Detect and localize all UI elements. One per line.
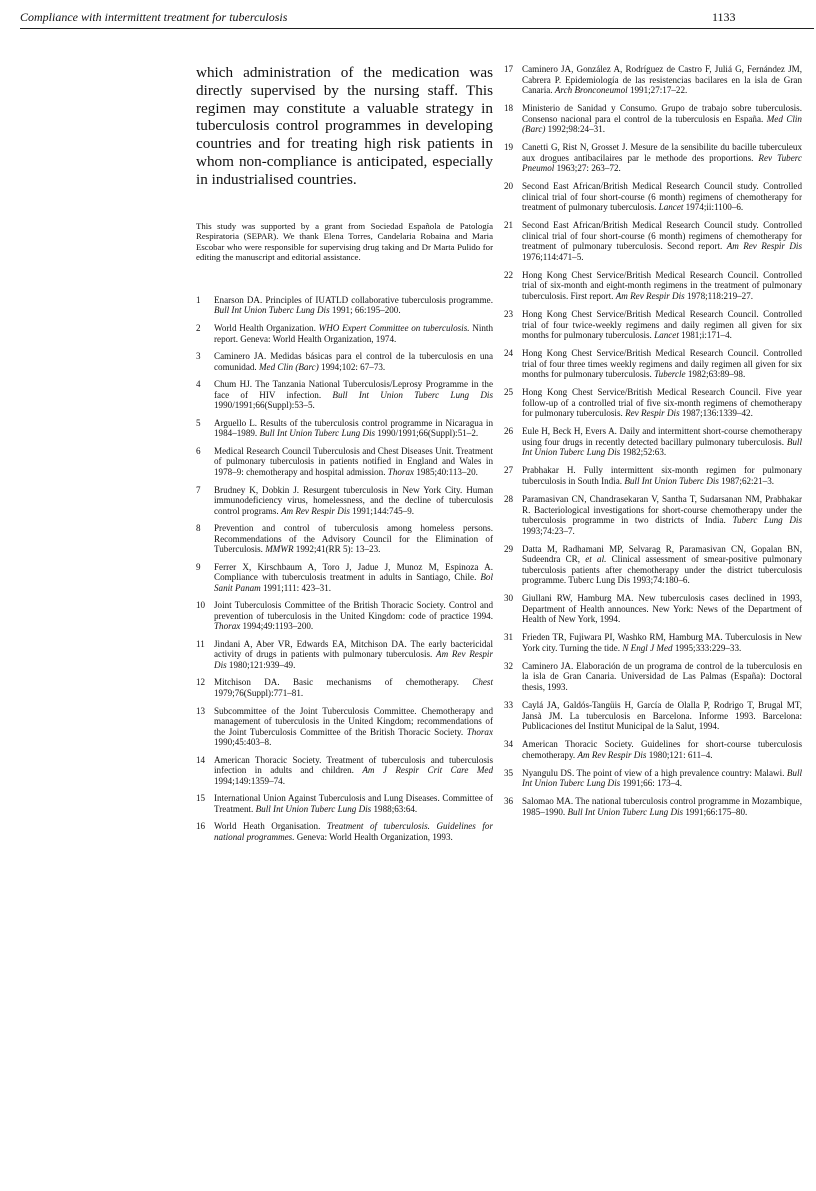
reference-item — [196, 485, 493, 517]
reference-text: Frieden TR, Fujiwara PI, Washko RM, Hamburg MA. Tuberculosis in New York city. Turning the tide. — [522, 632, 802, 653]
reference-number: 27 — [504, 465, 514, 476]
reference-text: Second East African/British Medical Research Council study. Controlled clinical trial of four short-course (6 month) regimens of chemotherapy for treatment of pulmonary tuberculosis. Second report. — [522, 220, 802, 252]
reference-list-left — [196, 295, 493, 842]
reference-details: 1991;66: 173–4. — [620, 778, 683, 789]
reference-details: 1991; 66:195–200. — [329, 305, 401, 316]
reference-text: Jindani A, Aber VR, Edwards EA, Mitchison DA. The early bactericidal activity of drugs in patients with pulmonary tuberculosis. — [214, 638, 493, 660]
reference-number: 4 — [196, 379, 201, 390]
reference-number: 18 — [504, 103, 514, 114]
reference-details: 1994;149:1359–74. — [214, 775, 285, 786]
reference-number: 2 — [196, 323, 201, 334]
reference-details: 1982;52:63. — [620, 447, 667, 458]
reference-number: 22 — [504, 269, 514, 280]
reference-item — [504, 181, 802, 213]
reference-citation: Thorax — [214, 621, 241, 632]
reference-details: Geneva: World Health Organization, 1993. — [294, 831, 453, 842]
reference-item — [196, 379, 493, 411]
reference-number: 15 — [196, 793, 206, 804]
reference-number: 11 — [196, 638, 205, 649]
reference-item — [196, 446, 493, 478]
reference-text: World Heath Organisation. — [214, 821, 321, 832]
reference-item — [196, 323, 493, 344]
reference-number: 6 — [196, 445, 201, 456]
reference-citation: Lancet — [654, 330, 679, 341]
reference-citation: Thorax — [466, 726, 493, 737]
reference-citation: Med Clin (Barc) — [522, 113, 802, 135]
page-number: 1133 — [712, 10, 736, 24]
reference-number: 20 — [504, 181, 514, 192]
reference-number: 31 — [504, 632, 514, 643]
reference-item — [504, 103, 802, 135]
right-column — [504, 64, 802, 825]
reference-item — [196, 706, 493, 748]
reference-citation: Am Rev Respir Dis — [280, 505, 350, 516]
reference-text: Brudney K, Dobkin J. Resurgent tuberculosis in New York City. Human immunodeficiency virus, homelessness, and the decline of tuberculosis control programs. — [214, 484, 493, 516]
reference-citation: Bull Int Union Tuberc Lung Dis — [259, 428, 376, 439]
reference-number: 35 — [504, 767, 514, 778]
reference-text: Salomao MA. The national tuberculosis control programme in Mozambique, 1985–1990. — [522, 796, 802, 817]
reference-citation: et al. — [585, 554, 607, 565]
reference-text: Caminero JA, González A, Rodríguez de Castro F, Juliá G, Fernández JM, Cabrera P. Epidemiología de las resistencias bacilares en la isla de Gran Canaria. — [522, 64, 802, 95]
reference-citation: Bull Int Union Tuberc Lung Dis — [255, 803, 372, 814]
reference-details: 1990;45:403–8. — [214, 737, 272, 748]
reference-citation: Arch Bronconeumol — [554, 85, 628, 95]
reference-details: 1981;i:171–4. — [678, 330, 732, 341]
reference-text: Second East African/British Medical Research Council study. Controlled clinical trial of four short-course (6 month) regimens of chemotherapy for treatment of pulmonary tuberculosis. — [522, 181, 802, 213]
reference-details: 1979;76(Suppl):771–81. — [214, 687, 304, 698]
reference-text: Caminero JA. Elaboración de un programa de control de la tuberculosis en la isla de Gran Canaria. Universidad de Las Palmas (España): Doctoral thesis, 1993. — [522, 660, 802, 692]
reference-details: 1988;63:64. — [371, 803, 418, 814]
reference-text: Prabhakar H. Fully intermittent six-month regimen for pulmonary tuberculosis in South India. — [522, 465, 802, 486]
reference-text: International Union Against Tuberculosis and Lung Diseases. Committee of Treatment. — [214, 793, 493, 814]
reference-citation: Bull Int Union Tuberc Lung Dis — [214, 305, 330, 316]
reference-citation: Am Rev Respir Dis — [726, 241, 803, 252]
reference-text: Joint Tuberculosis Committee of the British Thoracic Society. Control and prevention of tuberculosis in the United Kingdom: code of practice 1994. — [214, 600, 493, 621]
reference-item — [196, 523, 493, 555]
reference-item — [196, 793, 493, 814]
reference-citation: Lancet — [658, 202, 684, 213]
reference-item — [196, 295, 493, 316]
reference-details: 1980;121: 611–4. — [646, 749, 713, 760]
reference-details: 1994;49:1193–200. — [240, 621, 314, 632]
reference-details: 1991;111: 423–31. — [260, 582, 332, 593]
reference-details: 1991;27:17–22. — [627, 85, 688, 95]
reference-citation: Am Rev Respir Dis — [214, 649, 493, 670]
reference-citation: Bull Int Union Tuberc Lung Dis — [522, 436, 802, 458]
reference-text: Ministerio de Sanidad y Consumo. Grupo de trabajo sobre tuberculosis. Consenso nacional para el control de la tuberculosis en España. — [522, 103, 802, 124]
reference-number: 1 — [196, 294, 201, 305]
reference-details: Clinical assessment of smear-positive pulmonary tuberculosis patients after chemotherapy under the district tuberculosis programme. Tuberc Lung Dis 1993;74:180–6. — [522, 554, 802, 586]
reference-item — [504, 768, 802, 789]
reference-item — [504, 309, 802, 341]
reference-number: 29 — [504, 543, 514, 554]
reference-item — [504, 387, 802, 419]
reference-item — [504, 465, 802, 486]
reference-citation: MMWR — [265, 544, 294, 555]
reference-number: 26 — [504, 426, 514, 437]
reference-text: Medical Research Council Tuberculosis and Chest Diseases Unit. Treatment of pulmonary tuberculosis in patients notified in England and Wales in 1978–9: chemotherapy and hospital admission. — [214, 445, 493, 477]
reference-item — [196, 639, 493, 671]
reference-item — [196, 562, 493, 594]
reference-details: 1995;333:229–33. — [672, 642, 742, 653]
reference-item — [504, 426, 802, 458]
reference-details: 1980;121:939–49. — [226, 659, 296, 670]
reference-text: Hong Kong Chest Service/British Medical Research Council. Controlled trial of six-month and eight-month regimens in the treatment of pulmonary tuberculosis. First report. — [522, 269, 802, 301]
reference-details: 1992;98:24–31. — [545, 124, 606, 135]
reference-details: Ninth report. Geneva: World Health Organization, 1974. — [214, 323, 493, 344]
reference-item — [196, 418, 493, 439]
reference-text: Chum HJ. The Tanzania National Tuberculosis/Leprosy Programme in the face of HIV infection. — [214, 379, 493, 400]
reference-details: 1976;114:471–5. — [522, 251, 584, 262]
body-paragraph: which administration of the medication was directly supervised by the nursing staff. This regimen may constitute a valuable strategy in tuberculosis control programmes in developing countries and for treating high risk patients in whom non-compliance is anticipated, especially in industrialised countries. — [196, 64, 493, 188]
reference-text: Giullani RW, Hamburg MA. New tuberculosis cases declined in 1993, Department of Health announces. New York: News of the Department of Health of New York, 1994. — [522, 593, 802, 625]
reference-details: 1985;40:113–20. — [414, 466, 478, 477]
reference-number: 10 — [196, 600, 206, 611]
reference-number: 9 — [196, 561, 201, 572]
reference-details: 1990/1991;66(Suppl):53–5. — [214, 400, 315, 411]
reference-citation: Am J Respir Crit Care Med — [362, 765, 493, 776]
page-header — [20, 8, 814, 29]
reference-text: Hong Kong Chest Service/British Medical Research Council. Five year follow-up of a controlled trial of five six-month regimens of chemotherapy for pulmonary tuberculosis. — [522, 387, 802, 419]
reference-details: 1987;136:1339–42. — [679, 408, 753, 419]
reference-item — [504, 661, 802, 693]
reference-number: 5 — [196, 417, 201, 428]
reference-citation: Chest — [472, 677, 493, 688]
reference-number: 3 — [196, 351, 201, 362]
reference-citation: Med Clin (Barc) — [258, 361, 319, 372]
reference-number: 30 — [504, 593, 514, 604]
reference-item — [504, 64, 802, 96]
reference-number: 17 — [504, 64, 514, 74]
reference-item — [504, 593, 802, 625]
reference-item — [196, 677, 493, 698]
reference-text: Mitchison DA. Basic mechanisms of chemotherapy. — [214, 677, 459, 688]
reference-item — [504, 348, 802, 380]
reference-text: World Health Organization. — [214, 323, 316, 334]
reference-details: 1990/1991;66(Suppl):51–2. — [375, 428, 479, 439]
reference-text: Subcommittee of the Joint Tuberculosis Committee. Chemotherapy and management of tuberculosis in the United Kingdom; recommendations of the Joint Tuberculosis Committee of the British Thoracic Society. — [214, 705, 493, 737]
reference-number: 12 — [196, 677, 206, 688]
reference-item — [196, 600, 493, 632]
reference-item — [504, 700, 802, 732]
reference-citation: Am Rev Respir Dis — [577, 749, 647, 760]
running-title: Compliance with intermittent treatment for tuberculosis — [20, 10, 288, 24]
reference-number: 8 — [196, 523, 201, 534]
reference-item — [504, 739, 802, 760]
reference-number: 36 — [504, 796, 514, 807]
reference-text: American Thoracic Society. Guidelines for short-course tuberculosis chemotherapy. — [522, 739, 802, 760]
reference-citation: Bull Int Union Tuberc Lung Dis — [332, 389, 493, 400]
reference-text: Nyangulu DS. The point of view of a high prevalence country: Malawi. — [522, 767, 785, 778]
reference-list-right — [504, 64, 802, 817]
reference-number: 24 — [504, 348, 514, 359]
reference-number: 23 — [504, 309, 514, 320]
reference-text: Caminero JA. Medidas básicas para el control de la tuberculosis en una comunidad. — [214, 351, 493, 372]
reference-text: Ferrer X, Kirschbaum A, Toro J, Jadue J, Munoz M, Espinoza A. Compliance with tuberculosis treatment in adults in Santiago, Chile. — [214, 561, 493, 583]
reference-item — [196, 821, 493, 842]
reference-number: 28 — [504, 494, 514, 505]
reference-details: 1982;63:89–98. — [685, 369, 746, 380]
reference-details: 1978;118:219–27. — [684, 290, 754, 301]
reference-citation: Thorax — [387, 466, 415, 477]
reference-text: American Thoracic Society. Treatment of tuberculosis and tuberculosis infection in adults and children. — [214, 754, 493, 776]
left-column — [196, 64, 493, 849]
reference-details: 1994;102: 67–73. — [318, 361, 386, 372]
reference-number: 16 — [196, 821, 206, 832]
reference-text: Datta M, Radhamani MP, Selvarag R, Paramasivan CN, Gopalan BN, Sudeendra CR, — [522, 543, 802, 565]
reference-item — [504, 632, 802, 653]
reference-number: 13 — [196, 705, 206, 716]
reference-number: 21 — [504, 220, 514, 231]
reference-text: Canetti G, Rist N, Grosset J. Mesure de la sensibilite du bacille tuberculeux aux drogues antibacilaires par le methode des proportions. — [522, 142, 802, 163]
reference-details: 1974;ii:1100–6. — [683, 202, 744, 213]
acknowledgement: This study was supported by a grant from Sociedad Española de Patología Respiratoria (SEPAR). We thank Elena Torres, Candelaria Robaina and Maria Escobar who were responsible for supervising drug taking and Dr Marta Pulido for editing the manuscript and editorial assistance. — [196, 220, 493, 263]
reference-item — [504, 544, 802, 586]
reference-details: 1992;41(RR 5): 13–23. — [293, 544, 381, 555]
reference-text: Paramasivan CN, Chandrasekaran V, Santha T, Sudarsanan NM, Prabhakar R. Bacteriological investigations for short-course chemotherapy under the tuberculosis programme in two districts of India. — [522, 494, 802, 526]
reference-item — [196, 755, 493, 787]
reference-text: Arguello L. Results of the tuberculosis control programme in Nicaragua in 1984–1989. — [214, 417, 493, 439]
reference-number: 19 — [504, 142, 514, 153]
reference-citation: Treatment of tuberculosis. Guidelines for national programmes. — [214, 821, 493, 842]
reference-details: 1991;144:745–9. — [349, 505, 415, 516]
reference-citation: Bull Int Union Tuberc Dis — [624, 475, 719, 486]
reference-citation: Rev Tuberc Pneumol — [522, 152, 802, 174]
reference-citation: Rev Respir Dis — [625, 408, 680, 419]
reference-item — [504, 142, 802, 174]
reference-citation: Am Rev Respir Dis — [615, 290, 685, 301]
reference-citation: Bol Sanit Panam — [214, 572, 493, 593]
reference-text: Eule H, Beck H, Evers A. Daily and intermittent short-course chemotherapy using four drugs in recently detected bacillary pulmonary tuberculosis. — [522, 426, 802, 447]
reference-citation: N Engl J Med — [622, 642, 673, 653]
reference-item — [504, 270, 802, 302]
reference-item — [196, 351, 493, 372]
reference-item — [504, 796, 802, 817]
reference-number: 7 — [196, 484, 201, 495]
reference-details: 1963;27: 263–72. — [554, 163, 621, 174]
reference-number: 14 — [196, 754, 206, 765]
reference-text: Prevention and control of tuberculosis among homeless persons. Recommendations of the Advisory Council for the Elimination of Tuberculosis. — [214, 523, 493, 555]
reference-citation: Bull Int Union Tuberc Lung Dis — [567, 806, 684, 817]
reference-number: 34 — [504, 739, 514, 750]
reference-text: Caylá JA, Galdós-Tangüis H, García de Olalla P, Rodrigo T, Brugal MT, Jansà JM. La tuberculosis en Barcelona. Informe 1993. Barcelona: Publicaciones del Institut Municipal de la Salut, 1994. — [522, 700, 802, 731]
reference-citation: Tuberc Lung Dis — [732, 515, 803, 526]
reference-text: Hong Kong Chest Service/British Medical Research Council. Controlled trial of four twice-weekly regimens and daily regimen all given for six months for pulmonary tuberculosis. — [522, 309, 802, 341]
reference-details: 1993;74:23–7. — [522, 525, 575, 536]
reference-citation: WHO Expert Committee on tuberculosis. — [318, 323, 470, 334]
reference-item — [504, 494, 802, 536]
reference-number: 32 — [504, 660, 514, 671]
reference-item — [504, 220, 802, 262]
reference-text: Hong Kong Chest Service/British Medical Research Council. Controlled trial of four three times weekly regimens and daily regimen all given for six months for pulmonary tuberculosis. — [522, 348, 802, 380]
reference-citation: Tubercle — [654, 369, 686, 380]
reference-text: Enarson DA. Principles of IUATLD collaborative tuberculosis programme. — [214, 294, 493, 305]
reference-details: 1991;66:175–80. — [683, 806, 748, 817]
reference-number: 33 — [504, 700, 514, 710]
reference-details: 1987;62:21–3. — [718, 475, 775, 486]
reference-citation: Bull Int Union Tuberc Lung Dis — [522, 767, 803, 789]
reference-number: 25 — [504, 387, 514, 398]
